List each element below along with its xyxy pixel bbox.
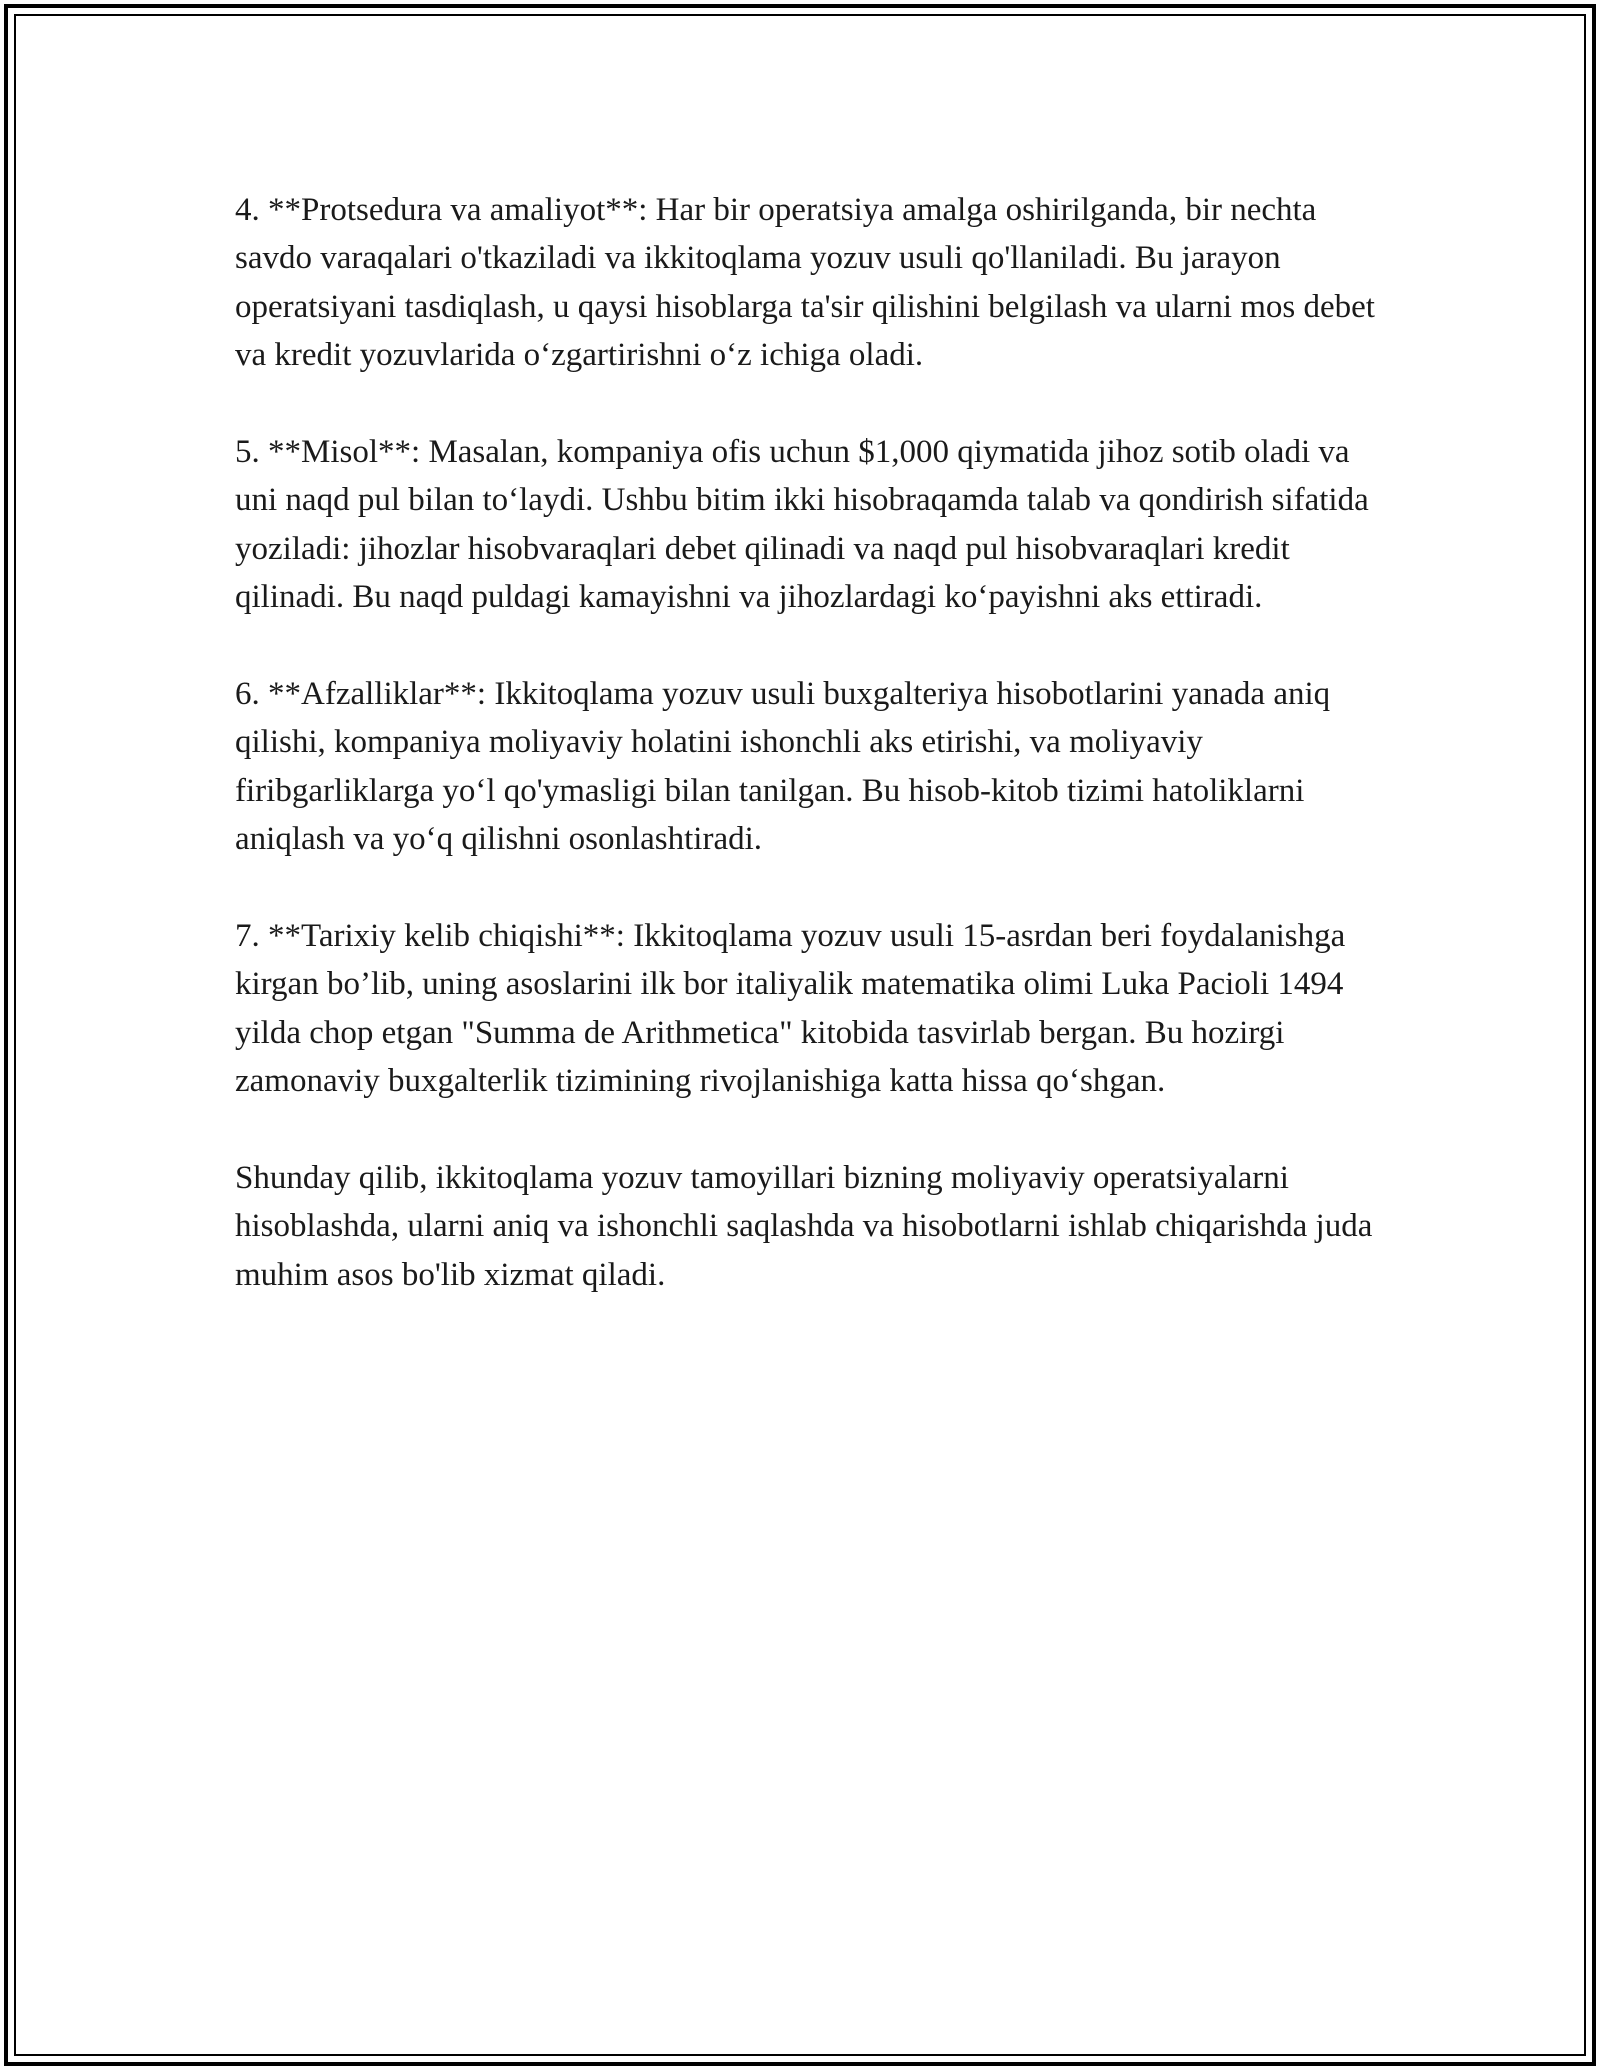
paragraph-procedure: 4. **Protsedura va amaliyot**: Har bir operatsiya amalga oshirilganda, bir nechta savdo varaqalari o'tkaziladi va ikkitoqlama yozuv usuli qo'llaniladi. Bu jarayon operatsiyani tasdiqlash, u qaysi hisoblarga ta'sir qilishini belgilash va ularni mos debet va kredit yozuvlarida oʻzgartirishni oʻz ichiga oladi. bbox=[235, 192, 1375, 374]
document-body bbox=[235, 186, 1375, 1348]
paragraph-example: 5. **Misol**: Masalan, kompaniya ofis uchun $1,000 qiymatida jihoz sotib oladi va uni naqd pul bilan toʻlaydi. Ushbu bitim ikki hisobraqamda talab va qondirish sifatida yoziladi: jihozlar hisobvaraqlari debet qilinadi va naqd pul hisobvaraqlari kredit qilinadi. Bu naqd puldagi kamayishni va jihozlardagi koʻpayishni aks ettiradi. bbox=[235, 434, 1369, 616]
paragraph-advantages: 6. **Afzalliklar**: Ikkitoqlama yozuv usuli buxgalteriya hisobotlarini yanada aniq qilishi, kompaniya moliyaviy holatini ishonchli aks etirishi, va moliyaviy firibgarliklarga yoʻl qo'ymasligi bilan tanilgan. Bu hisob-kitob tizimi hatoliklarni aniqlash va yoʻq qilishni osonlashtiradi. bbox=[235, 676, 1331, 858]
paragraph-conclusion: Shunday qilib, ikkitoqlama yozuv tamoyillari bizning moliyaviy operatsiyalarni hisoblashda, ularni aniq va ishonchli saqlashda va hisobotlarni ishlab chiqarishda juda muhim asos bo'lib xizmat qiladi. bbox=[235, 1160, 1373, 1293]
paragraph-history: 7. **Tarixiy kelib chiqishi**: Ikkitoqlama yozuv usuli 15-asrdan beri foydalanishga kirgan bo’lib, uning asoslarini ilk bor italiyalik matematika olimi Luka Pacioli 1494 yilda chop etgan "Summa de Arithmetica" kitobida tasvirlab bergan. Bu hozirgi zamonaviy buxgalterlik tizimining rivojlanishiga katta hissa qoʻshgan. bbox=[235, 918, 1346, 1100]
